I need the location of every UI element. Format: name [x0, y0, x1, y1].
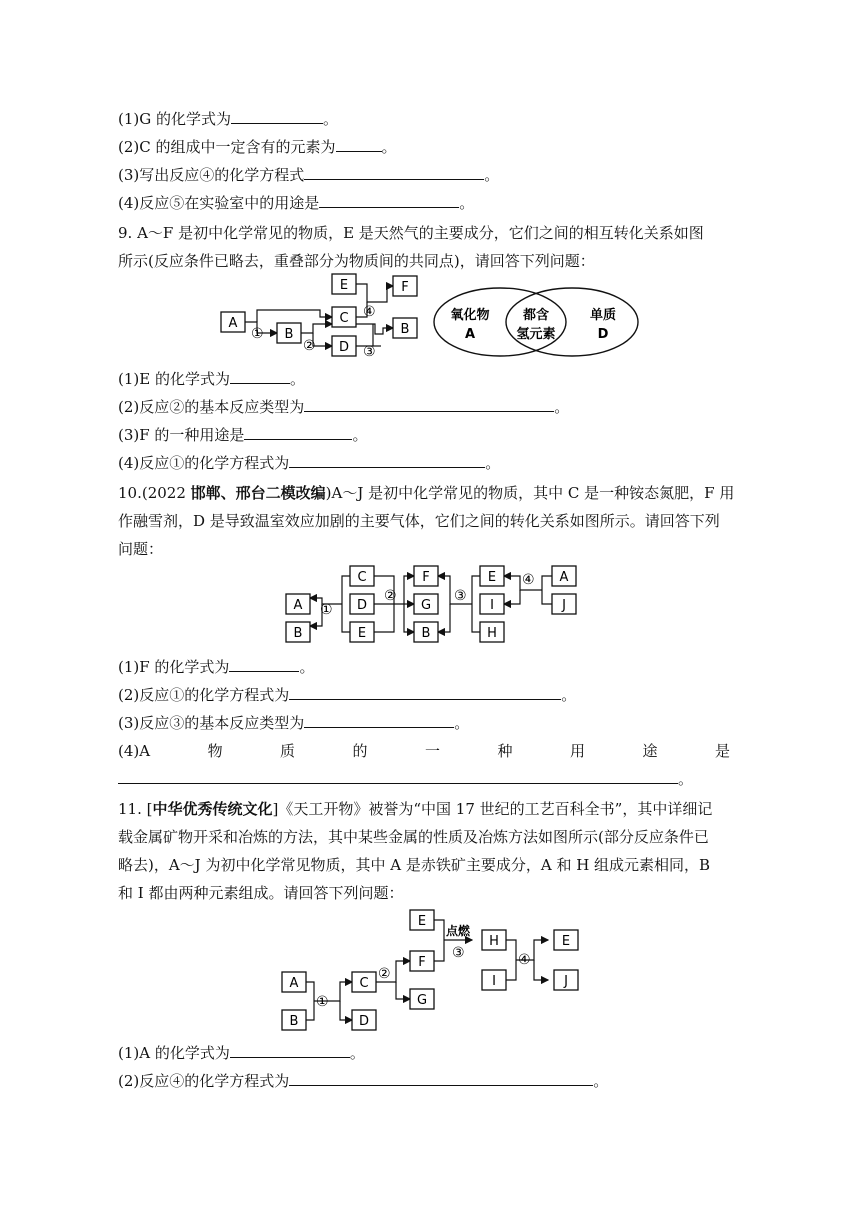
- q10-stem-line-1: 10.(2022 邯郸、邢台二模改编)A～J 是初中化学常见的物质，其中 C 是一种铵态氮肥，F 用: [118, 484, 735, 502]
- svg-text:D: D: [358, 1014, 370, 1029]
- q11-step-label: ④: [518, 952, 531, 968]
- q10-item-4-answer-line: 。: [118, 768, 693, 790]
- answer-blank[interactable]: [230, 1043, 350, 1058]
- svg-text:D: D: [356, 598, 368, 613]
- q11-box: [410, 910, 434, 930]
- q10-stem-line-3: 问题：: [118, 540, 164, 558]
- q9-item-2: (2)反应②的基本反应类型为 。: [118, 398, 570, 416]
- q11-box: [352, 1010, 376, 1030]
- svg-text:E: E: [561, 934, 571, 949]
- q10-item-4: (4)A 物 质 的 一 种 用 途 是: [118, 742, 730, 760]
- q11-box: [482, 930, 506, 950]
- q9-venn-diagram: [434, 288, 638, 356]
- q10-box: [480, 594, 504, 614]
- q11-box: [482, 970, 506, 990]
- svg-text:A: A: [228, 316, 238, 331]
- answer-blank[interactable]: [289, 1071, 593, 1086]
- answer-blank[interactable]: [336, 137, 382, 152]
- q10-step-label: ②: [384, 588, 397, 604]
- q11-flow-diagram: [278, 906, 588, 1036]
- q10-box: [414, 622, 438, 642]
- q9-item-3: (3)F 的一种用途是 。: [118, 426, 368, 444]
- svg-text:A: A: [289, 976, 299, 991]
- q9-box: [332, 336, 356, 356]
- q11-item-1: (1)A 的化学式为 。: [118, 1044, 365, 1062]
- q9-item-4: (4)反应①的化学方程式为 。: [118, 454, 501, 472]
- q10-item-1: (1)F 的化学式为 。: [118, 658, 315, 676]
- svg-text:D: D: [597, 327, 609, 342]
- q10-step-label: ③: [454, 588, 467, 604]
- q9-step-label: ③: [363, 344, 376, 360]
- q10-box: [350, 594, 374, 614]
- svg-text:C: C: [357, 570, 367, 585]
- svg-text:单质: 单质: [589, 308, 617, 323]
- svg-text:B: B: [284, 327, 294, 342]
- svg-text:氧化物: 氧化物: [450, 308, 490, 323]
- svg-text:B: B: [400, 322, 410, 337]
- q11-box: [554, 970, 578, 990]
- q8-item-3: (3)写出反应④的化学方程式 。: [118, 166, 500, 184]
- svg-text:I: I: [490, 598, 494, 613]
- answer-blank[interactable]: [304, 713, 454, 728]
- svg-text:J: J: [564, 974, 568, 989]
- q11-box: [282, 1010, 306, 1030]
- q11-stem-line-3: 略去)，A～J 为初中化学常见物质，其中 A 是赤铁矿主要成分，A 和 H 组成元素相同，B: [118, 856, 711, 874]
- q9-stem-line-2: 所示(反应条件已略去，重叠部分为物质间的共同点)，请回答下列问题：: [118, 252, 595, 270]
- svg-text:E: E: [487, 570, 497, 585]
- q8-item-1: (1)G 的化学式为 。: [118, 110, 339, 128]
- answer-blank[interactable]: [304, 165, 484, 180]
- q9-step-label: ②: [303, 338, 316, 354]
- svg-text:G: G: [420, 598, 432, 613]
- svg-text:氢元素: 氢元素: [516, 327, 556, 342]
- q10-box: [552, 566, 576, 586]
- q10-box: [480, 622, 504, 642]
- q10-item-2: (2)反应①的化学方程式为 。: [118, 686, 577, 704]
- answer-blank[interactable]: [118, 769, 678, 784]
- answer-blank[interactable]: [229, 657, 299, 672]
- q11-box: [410, 951, 434, 971]
- q10-box: [286, 622, 310, 642]
- q9-box: [277, 323, 301, 343]
- q11-step-label: ②: [378, 966, 391, 982]
- q8-item-2: (2)C 的组成中一定含有的元素为 。: [118, 138, 397, 156]
- q9-box: [221, 312, 245, 332]
- q11-box: [352, 972, 376, 992]
- svg-text:E: E: [339, 278, 349, 293]
- answer-blank[interactable]: [319, 193, 459, 208]
- q11-box: [282, 972, 306, 992]
- svg-text:I: I: [492, 974, 496, 989]
- q9-box: [332, 307, 356, 327]
- q10-box: [350, 566, 374, 586]
- answer-blank[interactable]: [230, 369, 290, 384]
- svg-text:F: F: [422, 570, 430, 585]
- q11-step-label: ③: [452, 945, 465, 961]
- q11-item-2: (2)反应④的化学方程式为 。: [118, 1072, 609, 1090]
- q10-step-label: ①: [320, 602, 333, 618]
- answer-blank[interactable]: [289, 453, 485, 468]
- q10-box: [552, 594, 576, 614]
- answer-blank[interactable]: [304, 397, 554, 412]
- svg-text:H: H: [487, 626, 497, 641]
- svg-text:H: H: [489, 934, 499, 949]
- q11-box: [410, 989, 434, 1009]
- answer-blank[interactable]: [289, 685, 561, 700]
- q11-stem-line-2: 载金属矿物开采和冶炼的方法，其中某些金属的性质及冶炼方法如图所示(部分反应条件已: [118, 828, 709, 846]
- svg-text:C: C: [359, 976, 369, 991]
- q11-box: [554, 930, 578, 950]
- svg-text:B: B: [421, 626, 431, 641]
- svg-text:E: E: [417, 914, 427, 929]
- svg-text:B: B: [293, 626, 303, 641]
- answer-blank[interactable]: [231, 109, 323, 124]
- svg-text:G: G: [416, 993, 428, 1008]
- q9-item-1: (1)E 的化学式为 。: [118, 370, 305, 388]
- q9-flow-diagram: [215, 272, 645, 364]
- svg-text:F: F: [401, 280, 409, 295]
- svg-text:E: E: [357, 626, 367, 641]
- q11-stem-line-4: 和 I 都由两种元素组成。请回答下列问题：: [118, 884, 404, 902]
- q11-stem-line-1: 11. [中华优秀传统文化]《天工开物》被誉为“中国 17 世纪的工艺百科全书”，其中详细记: [118, 800, 713, 818]
- svg-text:A: A: [293, 598, 303, 613]
- svg-text:F: F: [418, 955, 426, 970]
- svg-text:C: C: [339, 311, 349, 326]
- q9-box: [332, 274, 356, 294]
- svg-text:A: A: [464, 327, 476, 342]
- q9-step-label: ④: [363, 304, 376, 320]
- svg-text:A: A: [559, 570, 569, 585]
- q9-stem-line-1: 9. A～F 是初中化学常见的物质，E 是天然气的主要成分，它们之间的相互转化关系如图: [118, 224, 704, 242]
- q10-item-3: (3)反应③的基本反应类型为 。: [118, 714, 470, 732]
- q10-box: [414, 594, 438, 614]
- q10-stem-line-2: 作融雪剂，D 是导致温室效应加剧的主要气体，它们之间的转化关系如图所示。请回答下列: [118, 512, 720, 530]
- q9-box: [393, 276, 417, 296]
- q11-step-label: ①: [316, 994, 329, 1010]
- q10-box: [350, 622, 374, 642]
- q10-box: [480, 566, 504, 586]
- q8-item-4: (4)反应⑤在实验室中的用途是 。: [118, 194, 475, 212]
- svg-text:D: D: [338, 340, 350, 355]
- answer-blank[interactable]: [244, 425, 352, 440]
- svg-text:B: B: [289, 1014, 299, 1029]
- svg-text:J: J: [562, 598, 566, 613]
- q9-box: [393, 318, 417, 338]
- q10-box: [286, 594, 310, 614]
- q9-step-label: ①: [251, 326, 264, 342]
- q10-step-label: ④: [522, 572, 535, 588]
- q10-flow-diagram: [280, 562, 590, 648]
- q10-box: [414, 566, 438, 586]
- q11-condition-label: 点燃: [446, 924, 471, 938]
- svg-text:都含: 都含: [522, 308, 550, 323]
